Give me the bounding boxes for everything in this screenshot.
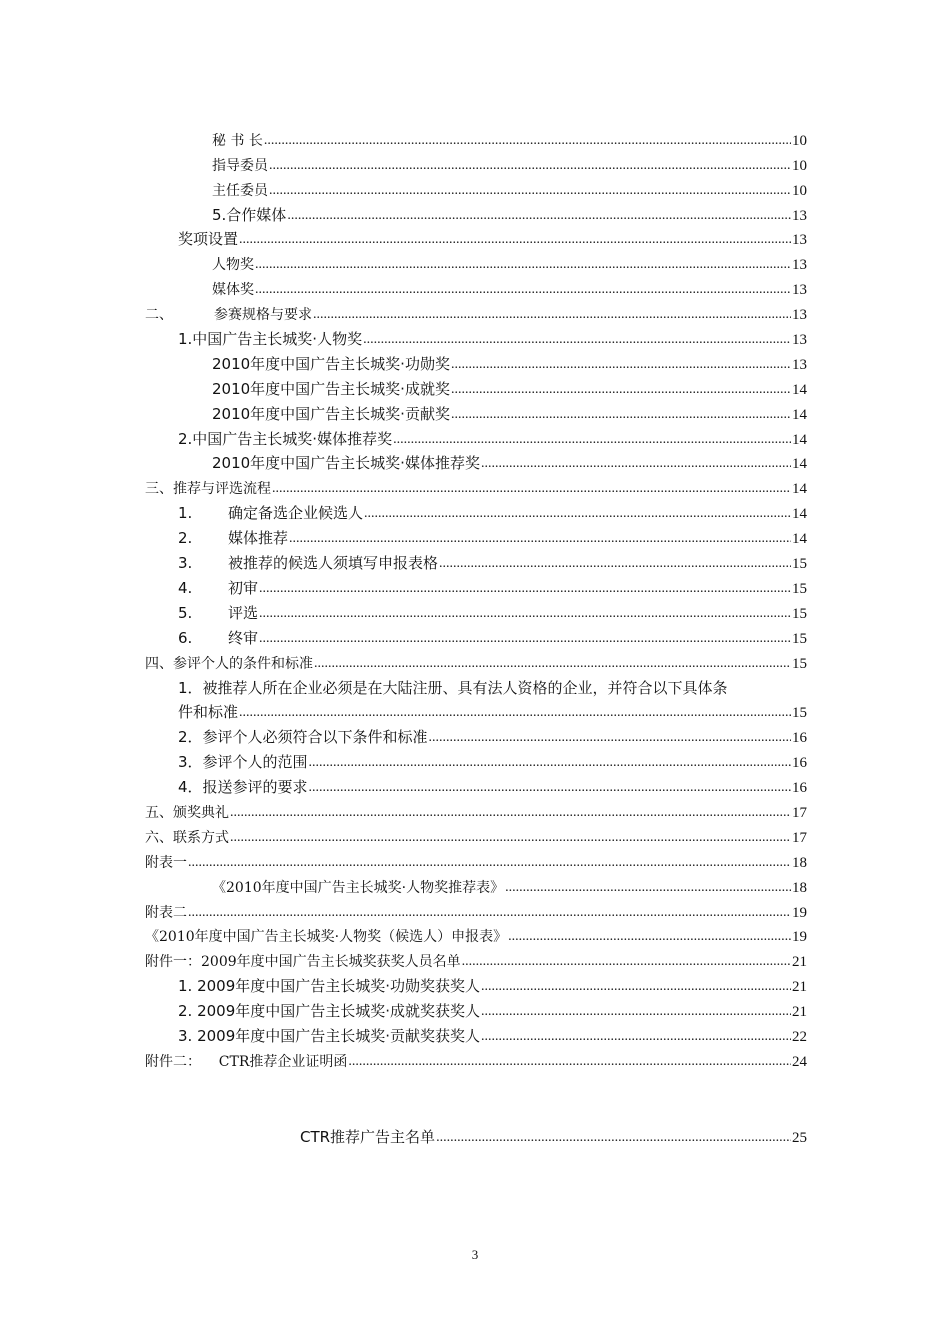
toc-entry[interactable] bbox=[145, 150, 807, 175]
toc-entry[interactable] bbox=[145, 498, 807, 523]
toc-entry-label: 《2010年度中国广告主长城奖·人物奖（候选人）申报表》 bbox=[145, 926, 508, 946]
dot-leader bbox=[451, 406, 791, 424]
toc-entry-label: 五、颁奖典礼 bbox=[145, 802, 230, 822]
toc-entry-label: 参赛规格与要求 bbox=[214, 307, 312, 324]
dot-leader bbox=[451, 381, 791, 399]
toc-entry-label: 指导委员 bbox=[212, 155, 269, 175]
toc-entry-number: 4. bbox=[178, 578, 193, 597]
toc-entry-number: 二、 bbox=[145, 307, 173, 324]
toc-entry[interactable] bbox=[145, 1046, 807, 1071]
toc-entry[interactable] bbox=[145, 274, 807, 299]
toc-entry-label: 2010年度中国广告主长城奖·贡献奖 bbox=[212, 404, 450, 423]
dot-leader bbox=[188, 904, 791, 922]
dot-leader bbox=[364, 505, 791, 523]
toc-entry[interactable] bbox=[145, 772, 807, 797]
toc-entry-page: 16 bbox=[792, 780, 807, 797]
toc-entry-page: 17 bbox=[792, 804, 807, 821]
dot-leader bbox=[259, 605, 791, 623]
toc-entry[interactable] bbox=[145, 797, 807, 822]
toc-entry-label: 附表一 bbox=[145, 852, 188, 872]
dot-leader bbox=[348, 1053, 791, 1071]
toc-entry[interactable] bbox=[145, 473, 807, 498]
toc-entry[interactable] bbox=[145, 374, 807, 399]
toc-entry-label: 评选 bbox=[228, 603, 259, 622]
toc-entry-label: 四、参评个人的条件和标准 bbox=[145, 653, 314, 673]
toc-entry-page: 19 bbox=[792, 929, 807, 946]
toc-entry-label: 2010年度中国广告主长城奖·媒体推荐奖 bbox=[212, 454, 480, 473]
toc-entry-label: 被推荐的候选人须填写申报表格 bbox=[228, 554, 439, 573]
toc-entry-page: 10 bbox=[792, 182, 807, 199]
toc-entry[interactable] bbox=[145, 722, 807, 747]
toc-entry-page: 19 bbox=[792, 904, 807, 921]
toc-entry[interactable] bbox=[145, 349, 807, 374]
toc-entry-label: 附件二： CTR推荐企业证明函 bbox=[145, 1051, 348, 1071]
toc-entry-page: 13 bbox=[792, 232, 807, 249]
toc-entry-page: 14 bbox=[792, 431, 807, 448]
dot-leader bbox=[363, 331, 791, 349]
toc-entry-page: 18 bbox=[792, 854, 807, 871]
toc-entry[interactable] bbox=[145, 523, 807, 548]
toc-entry[interactable] bbox=[145, 424, 807, 449]
toc-entry-page: 13 bbox=[792, 207, 807, 224]
toc-entry[interactable] bbox=[145, 623, 807, 648]
toc-entry-label: 媒体奖 bbox=[212, 279, 255, 299]
toc-entry-number: 6. bbox=[178, 628, 193, 647]
toc-entry[interactable] bbox=[145, 1021, 807, 1046]
toc-entry-page: 21 bbox=[792, 1004, 807, 1021]
dot-leader bbox=[393, 431, 791, 449]
toc-entry-label: 1. 2009年度中国广告主长城奖·功勋奖获奖人 bbox=[178, 977, 481, 996]
toc-entry-label: CTR推荐广告主名单 bbox=[300, 1127, 436, 1146]
toc-entry-number: 1. bbox=[178, 504, 193, 523]
toc-entry[interactable] bbox=[145, 822, 807, 847]
toc-entry-label: 2010年度中国广告主长城奖·成就奖 bbox=[212, 379, 450, 398]
toc-entry[interactable] bbox=[145, 673, 807, 723]
toc-entry[interactable] bbox=[145, 249, 807, 274]
dot-leader bbox=[255, 281, 791, 299]
toc-entry-page: 13 bbox=[792, 282, 807, 299]
toc-entry-page: 15 bbox=[792, 655, 807, 672]
dot-leader bbox=[259, 630, 791, 648]
dot-leader bbox=[272, 480, 791, 498]
toc-entry-page: 21 bbox=[792, 954, 807, 971]
toc-entry-page: 18 bbox=[792, 879, 807, 896]
dot-leader bbox=[481, 1003, 791, 1021]
toc-entry-page: 22 bbox=[792, 1028, 807, 1045]
toc-entry-page: 25 bbox=[792, 1129, 807, 1146]
dot-leader bbox=[239, 231, 791, 249]
toc-entry-page: 14 bbox=[792, 481, 807, 498]
spacer bbox=[145, 1071, 807, 1122]
toc-entry-page: 13 bbox=[792, 307, 807, 324]
dot-leader bbox=[313, 306, 791, 324]
toc-entry-number: 3. bbox=[178, 554, 193, 573]
toc-entry[interactable] bbox=[145, 747, 807, 772]
dot-leader bbox=[289, 530, 791, 548]
dot-leader bbox=[188, 854, 791, 872]
dot-leader bbox=[230, 804, 791, 822]
dot-leader bbox=[264, 132, 791, 150]
dot-leader bbox=[230, 829, 791, 847]
toc-entry-label: 秘 书 长 bbox=[212, 130, 264, 150]
toc-entry-number: 5. bbox=[178, 603, 193, 622]
toc-entry-page: 14 bbox=[792, 531, 807, 548]
toc-entry-label: 三、推荐与评选流程 bbox=[145, 478, 272, 498]
dot-leader bbox=[259, 580, 791, 598]
toc-entry[interactable] bbox=[145, 175, 807, 200]
toc-entry-label: 主任委员 bbox=[212, 180, 269, 200]
toc-entry[interactable] bbox=[145, 598, 807, 623]
toc-entry-page: 16 bbox=[792, 755, 807, 772]
toc-entry-page: 10 bbox=[792, 132, 807, 149]
toc-entry[interactable] bbox=[145, 872, 807, 897]
toc-entry-label: 3. 2009年度中国广告主长城奖·贡献奖获奖人 bbox=[178, 1026, 481, 1045]
toc-entry-label: 2010年度中国广告主长城奖·功勋奖 bbox=[212, 354, 450, 373]
toc-entry-page: 14 bbox=[792, 381, 807, 398]
toc-entry[interactable] bbox=[145, 125, 807, 150]
dot-leader bbox=[505, 879, 791, 897]
toc-entry-page: 15 bbox=[792, 705, 807, 722]
toc-entry-label: 人物奖 bbox=[212, 254, 255, 274]
toc-entry-label: 5.合作媒体 bbox=[212, 205, 287, 224]
toc-entry-label: 附件一：2009年度中国广告主长城奖获奖人员名单 bbox=[145, 951, 462, 971]
toc-entry[interactable] bbox=[145, 548, 807, 573]
toc-entry-label: 六、联系方式 bbox=[145, 827, 230, 847]
toc-entry[interactable] bbox=[145, 922, 807, 947]
dot-leader bbox=[269, 182, 791, 200]
toc-entry-label: 初审 bbox=[228, 578, 259, 597]
toc-entry[interactable] bbox=[145, 399, 807, 424]
toc-entry-page: 21 bbox=[792, 979, 807, 996]
dot-leader bbox=[481, 978, 791, 996]
dot-leader bbox=[314, 655, 791, 673]
toc-entry-label: 4．报送参评的要求 bbox=[178, 778, 308, 797]
toc-entry-page: 13 bbox=[792, 257, 807, 274]
toc-entry[interactable] bbox=[145, 200, 807, 225]
toc-entry[interactable] bbox=[145, 573, 807, 598]
dot-leader bbox=[481, 455, 791, 473]
toc-entry[interactable] bbox=[145, 648, 807, 673]
toc-entry-label: 3．参评个人的范围 bbox=[178, 753, 308, 772]
dot-leader bbox=[269, 157, 791, 175]
toc-entry-label: 1．被推荐人所在企业必须是在大陆注册、具有法人资格的企业，并符合以下具体条 bbox=[178, 678, 728, 697]
toc-entry-page: 15 bbox=[792, 630, 807, 647]
toc-entry-label-continued: 件和标准 bbox=[178, 703, 239, 722]
toc-entry-label: 媒体推荐 bbox=[228, 529, 289, 548]
toc-entry-label: 1.中国广告主长城奖·人物奖 bbox=[178, 330, 363, 349]
dot-leader bbox=[287, 207, 791, 225]
toc-entry[interactable] bbox=[145, 847, 807, 872]
toc-entry[interactable] bbox=[145, 449, 807, 474]
toc-entry-label: 《2010年度中国广告主长城奖·人物奖推荐表》 bbox=[212, 877, 505, 897]
toc-entry-page: 10 bbox=[792, 157, 807, 174]
toc-entry-label: 2. 2009年度中国广告主长城奖·成就奖获奖人 bbox=[178, 1002, 481, 1021]
dot-leader bbox=[309, 754, 791, 772]
dot-leader bbox=[481, 1028, 791, 1046]
toc-entry-label: 确定备选企业候选人 bbox=[228, 504, 364, 523]
toc-entry[interactable] bbox=[145, 299, 807, 324]
dot-leader bbox=[429, 729, 791, 747]
toc-entry[interactable] bbox=[145, 897, 807, 922]
toc-entry-page: 15 bbox=[792, 556, 807, 573]
dot-leader bbox=[436, 1129, 791, 1147]
toc-entry-number: 2. bbox=[178, 529, 193, 548]
dot-leader bbox=[462, 953, 791, 971]
toc-entry[interactable] bbox=[145, 971, 807, 996]
toc-entry-page: 15 bbox=[792, 605, 807, 622]
dot-leader bbox=[508, 928, 791, 946]
toc-entry[interactable] bbox=[145, 996, 807, 1021]
toc-entry-label: 2．参评个人必须符合以下条件和标准 bbox=[178, 728, 428, 747]
toc-entry-label: 附表二 bbox=[145, 902, 188, 922]
toc-entry-label: 奖项设置 bbox=[178, 230, 239, 249]
toc-entry-page: 14 bbox=[792, 456, 807, 473]
dot-leader bbox=[451, 356, 791, 374]
table-of-contents bbox=[145, 125, 807, 1147]
toc-entry[interactable] bbox=[145, 324, 807, 349]
toc-entry[interactable] bbox=[145, 1122, 807, 1147]
toc-entry-page: 14 bbox=[792, 406, 807, 423]
toc-entry-page: 13 bbox=[792, 356, 807, 373]
dot-leader bbox=[309, 779, 791, 797]
toc-entry-page: 15 bbox=[792, 580, 807, 597]
toc-entry-page: 16 bbox=[792, 730, 807, 747]
toc-entry-label: 2.中国广告主长城奖·媒体推荐奖 bbox=[178, 429, 393, 448]
toc-entry-page: 13 bbox=[792, 332, 807, 349]
toc-entry[interactable] bbox=[145, 225, 807, 250]
dot-leader bbox=[239, 704, 791, 722]
toc-entry-page: 24 bbox=[792, 1053, 807, 1070]
dot-leader bbox=[255, 256, 791, 274]
toc-entry-page: 17 bbox=[792, 829, 807, 846]
dot-leader bbox=[439, 555, 791, 573]
toc-entry-label: 终审 bbox=[228, 628, 259, 647]
toc-entry-page: 14 bbox=[792, 506, 807, 523]
toc-entry[interactable] bbox=[145, 946, 807, 971]
page-number: 3 bbox=[471, 1247, 479, 1262]
